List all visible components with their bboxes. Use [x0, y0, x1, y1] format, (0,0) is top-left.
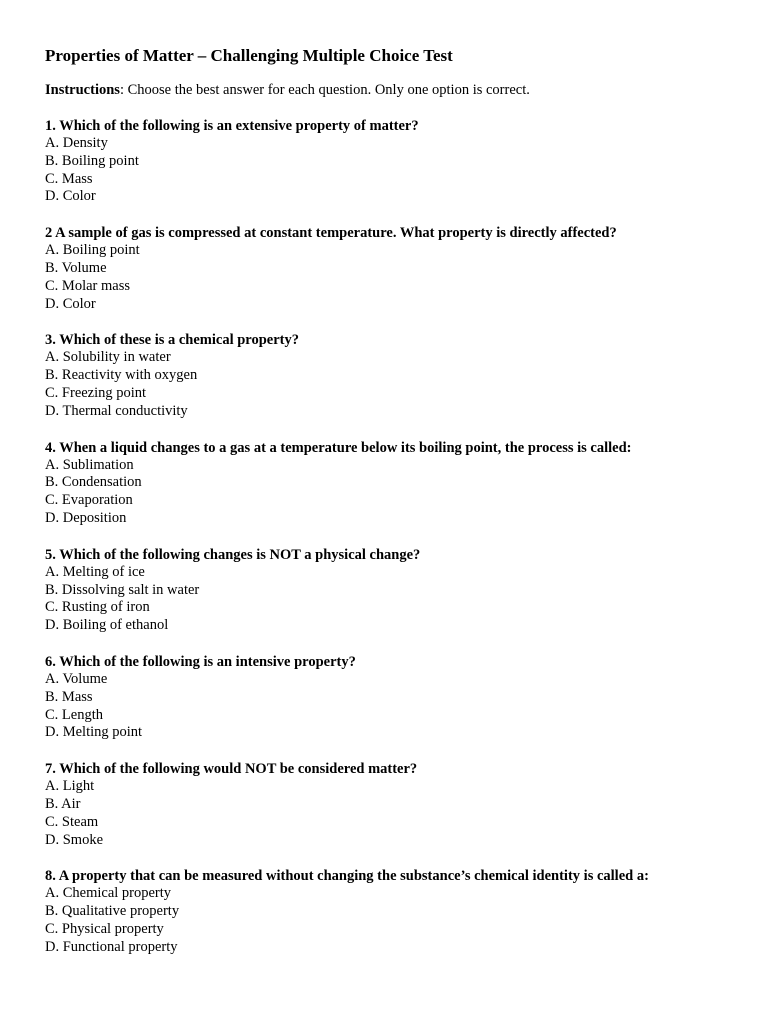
option-d: D. Smoke — [45, 831, 103, 848]
option-d: D. Functional property — [45, 938, 178, 955]
question-text: 3. Which of these is a chemical property? — [45, 332, 299, 349]
question-text: 2 A sample of gas is compressed at constant temperature. What property is directly affected? — [45, 225, 617, 242]
option-a: A. Volume — [45, 670, 108, 687]
option-a: A. Density — [45, 135, 108, 151]
instructions-text: : Choose the best answer for each question. Only one option is correct. — [119, 82, 530, 98]
question-2 — [45, 224, 768, 313]
question-6 — [45, 653, 768, 742]
answer-options — [45, 564, 768, 635]
option-c: C. Length — [45, 706, 103, 723]
option-b: B. Dissolving salt in water — [45, 581, 200, 598]
option-a: A. Melting of ice — [45, 563, 145, 580]
option-a: A. Solubility in water — [45, 349, 171, 366]
question-text: 7. Which of the following would NOT be considered matter? — [45, 761, 418, 778]
question-5 — [45, 546, 768, 635]
question-4 — [45, 439, 768, 528]
option-d: D. Color — [45, 188, 96, 205]
option-c: C. Mass — [45, 170, 93, 187]
question-text: 4. When a liquid changes to a gas at a temperature below its boiling point, the process is called: — [45, 439, 632, 456]
option-b: B. Mass — [45, 688, 93, 705]
option-b: B. Volume — [45, 259, 107, 276]
question-7 — [45, 760, 768, 849]
option-b: B. Boiling point — [45, 152, 139, 169]
question-3 — [45, 331, 768, 420]
answer-options — [45, 349, 768, 420]
instructions-label: Instructions — [45, 82, 120, 98]
option-d: D. Thermal conductivity — [45, 402, 188, 419]
instructions — [45, 81, 768, 99]
answer-options — [45, 671, 768, 742]
option-c: C. Freezing point — [45, 384, 147, 401]
option-b: B. Reactivity with oxygen — [45, 367, 198, 384]
answer-options — [45, 135, 768, 206]
option-c: C. Physical property — [45, 920, 164, 937]
option-c: C. Evaporation — [45, 492, 133, 509]
option-d: D. Boiling of ethanol — [45, 617, 169, 634]
answer-options — [45, 457, 768, 528]
option-c: C. Rusting of iron — [45, 599, 150, 616]
answer-options — [45, 242, 768, 313]
question-1 — [45, 117, 768, 206]
question-text: 8. A property that can be measured without changing the substance’s chemical identity is called a: — [45, 868, 649, 885]
option-a: A. Sublimation — [45, 456, 134, 473]
document-title: Properties of Matter – Challenging Multiple Choice Test — [45, 46, 453, 65]
question-text: 5. Which of the following changes is NOT a physical change? — [45, 546, 421, 563]
option-b: B. Air — [45, 795, 81, 812]
option-a: A. Boiling point — [45, 242, 140, 259]
answer-options — [45, 885, 768, 956]
option-b: B. Qualitative property — [45, 903, 180, 920]
question-text: 1. Which of the following is an extensive property of matter? — [45, 118, 419, 134]
option-c: C. Molar mass — [45, 277, 130, 294]
option-d: D. Color — [45, 295, 96, 312]
option-b: B. Condensation — [45, 474, 142, 491]
question-8 — [45, 867, 768, 956]
answer-options — [45, 778, 768, 849]
option-a: A. Light — [45, 778, 95, 795]
option-a: A. Chemical property — [45, 885, 172, 902]
option-c: C. Steam — [45, 813, 99, 830]
question-text: 6. Which of the following is an intensive property? — [45, 653, 356, 670]
option-d: D. Deposition — [45, 509, 127, 526]
option-d: D. Melting point — [45, 724, 143, 741]
